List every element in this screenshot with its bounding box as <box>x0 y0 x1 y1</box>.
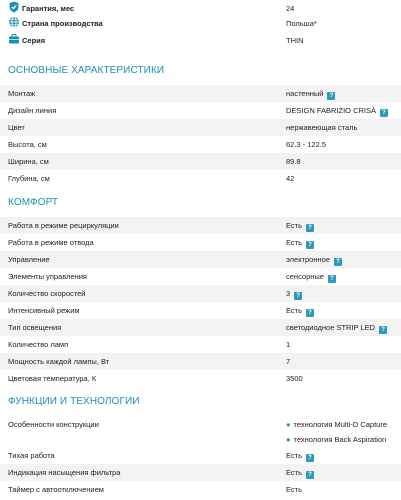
spec-label: Индикация насыщения фильтра <box>8 468 121 477</box>
spec-label: Работа в режиме отвода <box>8 238 94 247</box>
spec-value-text: 1 <box>286 340 291 349</box>
section-title-main: ОСНОВНЫЕ ХАРАКТЕРИСТИКИ <box>8 65 165 76</box>
spec-value-text: сенсорные <box>286 272 324 281</box>
help-icon[interactable]: ? <box>306 471 314 479</box>
feature-text: технология Back Aspiration <box>293 435 387 444</box>
spec-value-text: Есть <box>286 468 303 477</box>
spec-row <box>0 251 401 268</box>
spec-label: Управление <box>8 255 50 264</box>
spec-row <box>0 481 401 498</box>
section-title-comfort: КОМФОРТ <box>8 197 59 208</box>
bullet-icon: ● <box>286 420 291 429</box>
spec-row <box>0 268 401 285</box>
spec-value <box>286 238 314 249</box>
shield-check-icon <box>8 1 20 13</box>
help-icon[interactable]: ? <box>306 224 314 232</box>
spec-label: Дизайн линия <box>8 106 57 115</box>
spec-row <box>0 447 401 464</box>
spec-value-text: 62.3 - 122.5 <box>286 140 327 149</box>
country-row <box>0 15 401 32</box>
spec-value-text: 3 <box>286 289 291 298</box>
spec-row <box>0 336 401 353</box>
spec-value-text: 3500 <box>286 374 303 383</box>
spec-row <box>0 285 401 302</box>
spec-value <box>286 451 314 462</box>
spec-row <box>0 464 401 481</box>
spec-value <box>286 468 314 479</box>
spec-label: Работа в режиме рециркуляции <box>8 221 119 230</box>
spec-value-text: 89.8 <box>286 157 301 166</box>
spec-value-text: Есть <box>286 485 303 494</box>
country-value: Польша* <box>286 19 317 28</box>
help-icon[interactable]: ? <box>294 292 302 300</box>
spec-row <box>0 353 401 370</box>
spec-label: Количество скоростей <box>8 289 86 298</box>
spec-value <box>286 157 301 166</box>
country-label: Страна производства <box>22 19 103 28</box>
spec-row <box>0 302 401 319</box>
spec-value <box>286 272 336 283</box>
help-icon[interactable]: ? <box>306 454 314 462</box>
section-title-functions: ФУНКЦИИ И ТЕХНОЛОГИИ <box>8 396 140 407</box>
feature-text: технология Multi-D Capture <box>293 420 388 429</box>
spec-value <box>286 140 326 149</box>
warranty-value: 24 <box>286 4 295 13</box>
spec-label: Таймер с автоотключением <box>8 485 104 494</box>
spec-label: Элементы управления <box>8 272 87 281</box>
help-icon[interactable]: ? <box>379 326 387 334</box>
spec-label: Ширина, см <box>8 157 49 166</box>
bullet-icon: ● <box>286 435 291 444</box>
spec-value <box>286 123 357 132</box>
help-icon[interactable]: ? <box>327 92 335 100</box>
spec-value-text: нержавеющая сталь <box>286 123 358 132</box>
spec-label: Мощность каждой лампы, Вт <box>8 357 110 366</box>
spec-value <box>286 306 314 317</box>
spec-value <box>286 89 335 100</box>
spec-row <box>0 319 401 336</box>
feature-item <box>286 435 386 444</box>
spec-row <box>0 119 401 136</box>
globe-icon <box>8 16 20 28</box>
spec-label: Интенсивный режим <box>8 306 80 315</box>
help-icon[interactable]: ? <box>334 258 342 266</box>
spec-value <box>286 485 302 494</box>
spec-value-text: Есть <box>286 238 303 247</box>
spec-value-text: DESIGN FABRIZIO CRISÀ <box>286 106 377 115</box>
spec-label: Тип освещения <box>8 323 62 332</box>
spec-value <box>286 255 342 266</box>
spec-value <box>286 289 302 300</box>
series-row <box>0 32 401 49</box>
help-icon[interactable]: ? <box>380 109 388 117</box>
spec-label: Высота, см <box>8 140 47 149</box>
spec-value-text: Есть <box>286 221 303 230</box>
spec-value <box>286 374 303 383</box>
series-label: Серия <box>22 36 46 45</box>
warranty-label: Гарантия, мес <box>22 4 75 13</box>
spec-value-text: светодиодное STRIP LED <box>286 323 376 332</box>
spec-value <box>286 323 387 334</box>
spec-label: Тихая работа <box>8 451 55 460</box>
features-row <box>0 415 401 445</box>
spec-value <box>286 340 290 349</box>
spec-row <box>0 170 401 187</box>
spec-value <box>286 106 388 117</box>
spec-value <box>286 221 314 232</box>
spec-label: Монтаж <box>8 89 36 98</box>
spec-row <box>0 136 401 153</box>
spec-value <box>286 357 290 366</box>
spec-label: Цвет <box>8 123 25 132</box>
spec-row <box>0 217 401 234</box>
series-value: THIN <box>286 36 304 45</box>
help-icon[interactable]: ? <box>306 241 314 249</box>
spec-row <box>0 153 401 170</box>
help-icon[interactable]: ? <box>306 309 314 317</box>
spec-row <box>0 370 401 387</box>
spec-label: Количество ламп <box>8 340 69 349</box>
spec-value-text: настенный <box>286 89 324 98</box>
spec-value <box>286 174 294 183</box>
spec-label: Цветовая температура, К <box>8 374 97 383</box>
briefcase-icon <box>8 33 20 45</box>
spec-value-text: Есть <box>286 451 303 460</box>
spec-row <box>0 85 401 102</box>
spec-label: Глубина, см <box>8 174 50 183</box>
spec-row <box>0 234 401 251</box>
spec-value-text: Есть <box>286 306 303 315</box>
spec-row <box>0 102 401 119</box>
spec-value-text: 42 <box>286 174 295 183</box>
spec-value-text: 7 <box>286 357 291 366</box>
features-label: Особенности конструкции <box>8 420 99 429</box>
feature-item <box>286 420 387 429</box>
help-icon[interactable]: ? <box>328 275 336 283</box>
spec-value-text: электронное <box>286 255 330 264</box>
